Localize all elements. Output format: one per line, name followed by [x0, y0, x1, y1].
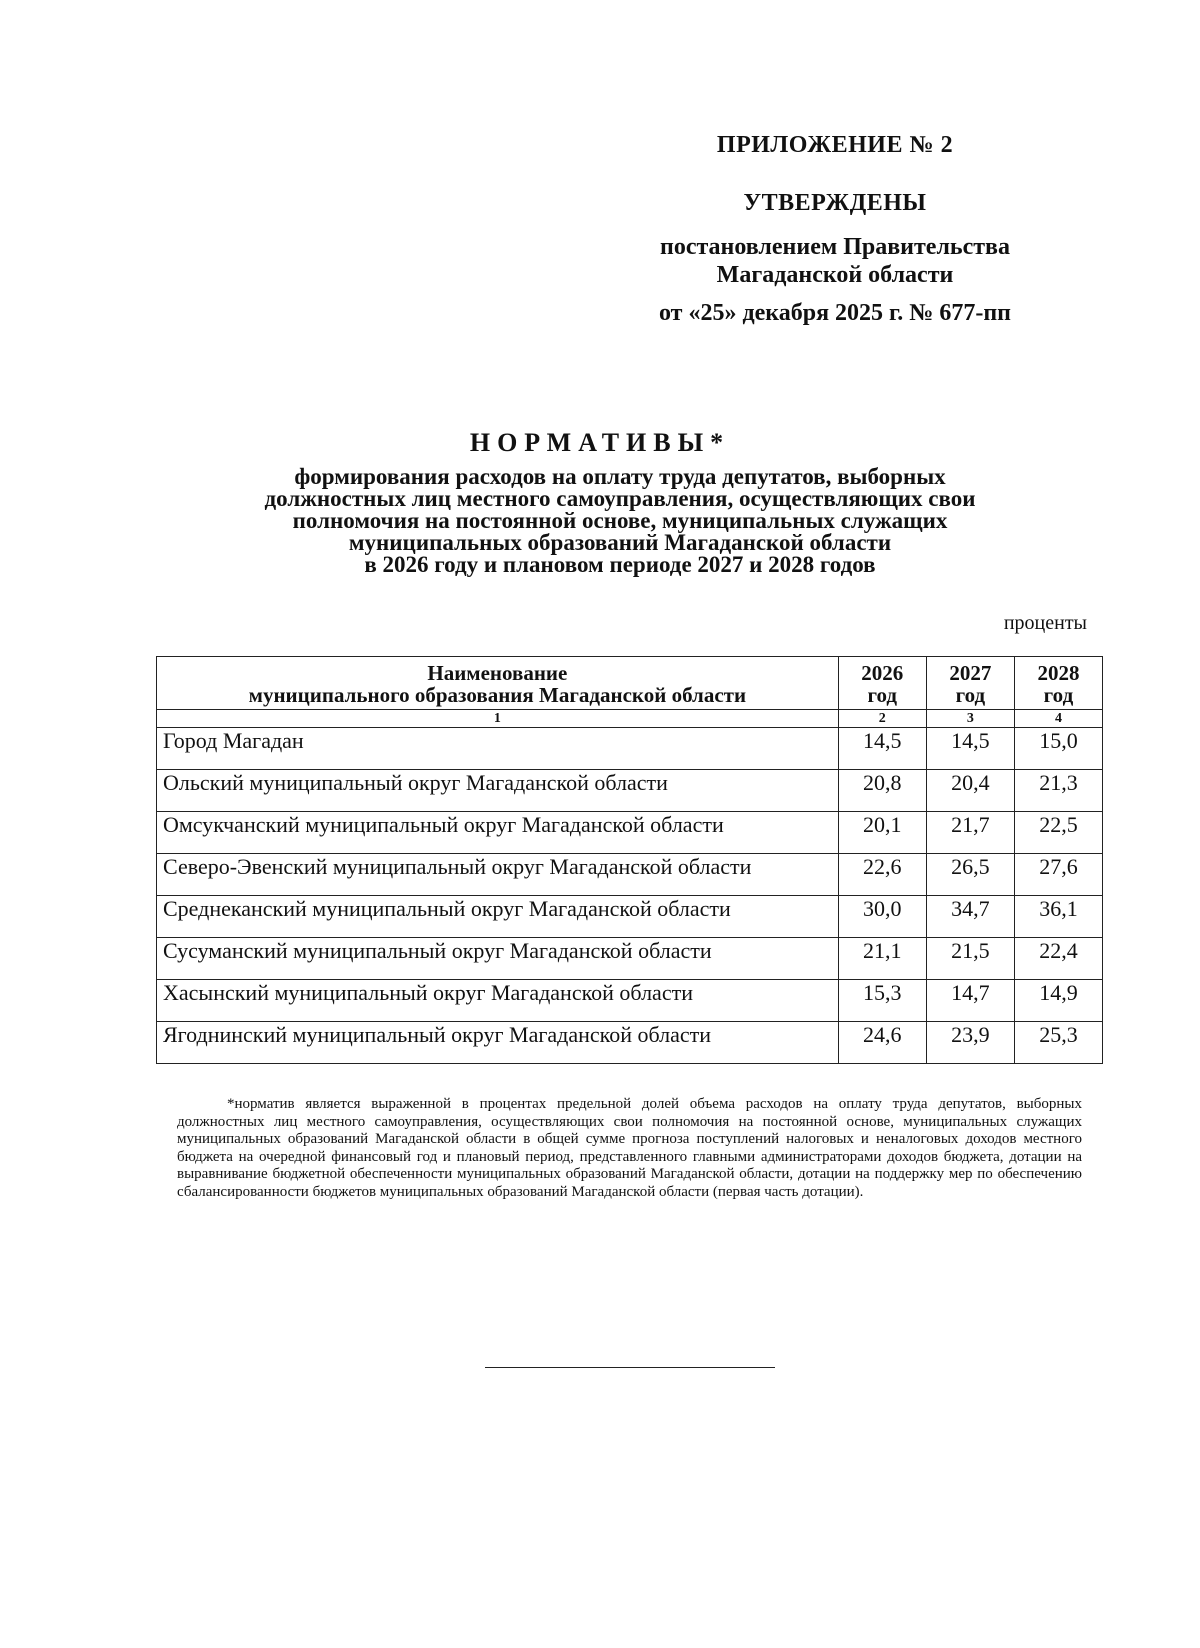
header-year: 2028 — [1037, 661, 1080, 685]
value-2028: 22,4 — [1014, 938, 1102, 980]
value-2028: 15,0 — [1014, 728, 1102, 770]
municipality-name: Омсукчанский муниципальный округ Магаданской области — [157, 812, 839, 854]
table-header-row — [157, 657, 1103, 710]
value-2028: 36,1 — [1014, 896, 1102, 938]
subtitle-line: формирования расходов на оплату труда депутатов, выборных — [294, 464, 946, 489]
header-name-line: муниципального образования Магаданской области — [248, 683, 747, 707]
value-2028: 22,5 — [1014, 812, 1102, 854]
value-2027: 20,4 — [926, 770, 1014, 812]
value-2027: 34,7 — [926, 896, 1014, 938]
header-name-line: Наименование — [427, 661, 568, 685]
value-2027: 26,5 — [926, 854, 1014, 896]
table-row — [157, 938, 1103, 980]
municipality-name: Сусуманский муниципальный округ Магаданской области — [157, 938, 839, 980]
annex-approved-label: УТВЕРЖДЕНЫ — [743, 190, 927, 216]
value-2028: 14,9 — [1014, 980, 1102, 1022]
value-2027: 14,5 — [926, 728, 1014, 770]
column-number: 2 — [838, 710, 926, 728]
municipality-name: Хасынский муниципальный округ Магаданской области — [157, 980, 839, 1022]
value-2028: 27,6 — [1014, 854, 1102, 896]
value-2026: 21,1 — [838, 938, 926, 980]
header-year-2026 — [838, 657, 926, 710]
header-year: 2027 — [949, 661, 992, 685]
value-2026: 22,6 — [838, 854, 926, 896]
footnote: *норматив является выраженной в процентах предельной долей объема расходов на оплату труда депутатов, выборных должностных лиц местного самоуправления, осуществляющих свои полномочия на постоянной основе, муниципальных служащих муниципальных образований Магаданской области в общей сумме прогноза поступлений налоговых и неналоговых доходов местного бюджета на очередной финансовый год и плановый период, представленного главными администраторами доходов бюджета, дотации на выравнивание бюджетной обеспеченности муниципальных образований Магаданской области, дотации на поддержку мер по обеспечению сбалансированности бюджетов муниципальных образований Магаданской области (первая часть дотации). — [177, 1096, 1082, 1200]
annex-title: ПРИЛОЖЕНИЕ № 2 — [716, 132, 954, 158]
municipality-name: Ольский муниципальный округ Магаданской области — [157, 770, 839, 812]
header-year-unit: год — [1043, 683, 1074, 707]
header-year: 2026 — [861, 661, 904, 685]
header-year-unit: год — [955, 683, 986, 707]
value-2026: 14,5 — [838, 728, 926, 770]
value-2026: 30,0 — [838, 896, 926, 938]
table-row — [157, 728, 1103, 770]
value-2026: 20,8 — [838, 770, 926, 812]
subtitle-line: полномочия на постоянной основе, муниципальных служащих — [292, 508, 948, 533]
value-2027: 14,7 — [926, 980, 1014, 1022]
header-year-2027 — [926, 657, 1014, 710]
subtitle-line: муниципальных образований Магаданской области — [348, 530, 892, 555]
annex-by-line: Магаданской области — [716, 262, 954, 288]
norms-table — [156, 656, 1103, 1064]
header-year-unit: год — [867, 683, 898, 707]
document-title: НОРМАТИВЫ* — [469, 428, 731, 457]
municipality-name: Ягоднинский муниципальный округ Магаданской области — [157, 1022, 839, 1064]
value-2027: 21,5 — [926, 938, 1014, 980]
table-row — [157, 854, 1103, 896]
subtitle-line: должностных лиц местного самоуправления, осуществляющих свои — [264, 486, 976, 511]
end-divider — [485, 1367, 775, 1368]
table-row — [157, 980, 1103, 1022]
value-2027: 23,9 — [926, 1022, 1014, 1064]
value-2027: 21,7 — [926, 812, 1014, 854]
header-year-2028 — [1014, 657, 1102, 710]
value-2026: 15,3 — [838, 980, 926, 1022]
value-2026: 24,6 — [838, 1022, 926, 1064]
municipality-name: Город Магадан — [157, 728, 839, 770]
value-2028: 25,3 — [1014, 1022, 1102, 1064]
column-number: 4 — [1014, 710, 1102, 728]
units-label: проценты — [1003, 612, 1087, 634]
table-row — [157, 770, 1103, 812]
municipality-name: Среднеканский муниципальный округ Магаданской области — [157, 896, 839, 938]
value-2026: 20,1 — [838, 812, 926, 854]
table-row — [157, 812, 1103, 854]
annex-by-line: постановлением Правительства — [659, 234, 1010, 260]
table-row — [157, 1022, 1103, 1064]
column-number-row — [157, 710, 1103, 728]
column-number: 3 — [926, 710, 1014, 728]
table-row — [157, 896, 1103, 938]
column-number: 1 — [157, 710, 839, 728]
value-2028: 21,3 — [1014, 770, 1102, 812]
annex-date: от «25» декабря 2025 г. № 677-пп — [658, 300, 1012, 326]
subtitle-line: в 2026 году и плановом периоде 2027 и 2028 годов — [364, 552, 876, 577]
document-subtitle — [180, 466, 1060, 576]
municipality-name: Северо-Эвенский муниципальный округ Магаданской области — [157, 854, 839, 896]
annex-approved-by — [620, 233, 1050, 289]
header-name — [157, 657, 839, 710]
